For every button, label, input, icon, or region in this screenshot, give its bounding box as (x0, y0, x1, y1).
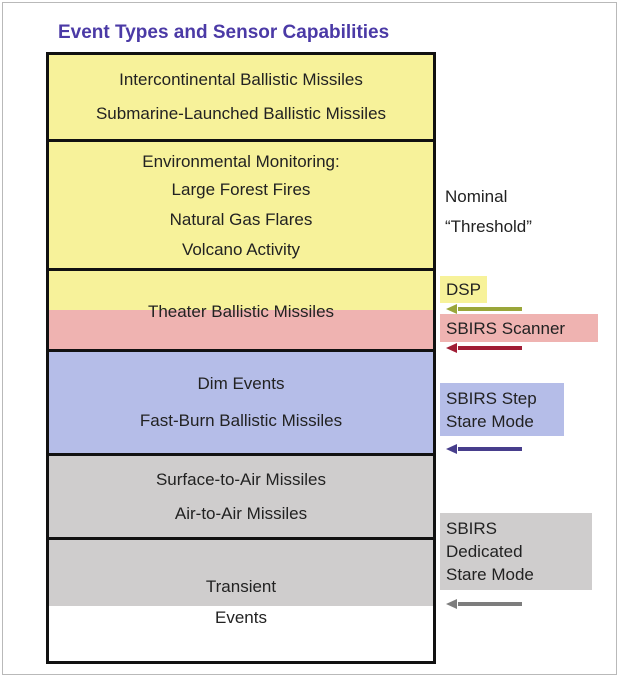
divider (49, 268, 433, 271)
diagram-title: Event Types and Sensor Capabilities (58, 22, 390, 43)
arrow-left-icon (446, 343, 522, 353)
arrow-left-icon (446, 304, 522, 314)
event-label: Dim Events (197, 374, 285, 393)
event-label: Surface-to-Air Missiles (155, 470, 327, 489)
event-label: Intercontinental Ballistic Missiles (119, 70, 363, 89)
divider (49, 537, 433, 540)
arrow-left-icon (446, 444, 522, 454)
event-label: Natural Gas Flares (169, 210, 313, 229)
event-label: Air-to-Air Missiles (174, 504, 308, 523)
sensor-label-dsp: DSP (440, 276, 487, 303)
event-label: Theater Ballistic Missiles (147, 302, 335, 321)
event-label: Fast-Burn Ballistic Missiles (139, 411, 343, 430)
divider (49, 139, 433, 142)
event-types-column (46, 52, 436, 664)
event-label: Events (215, 608, 267, 627)
event-label: Submarine-Launched Ballistic Missiles (95, 104, 387, 123)
threshold-label: Nominal “Threshold” (445, 187, 532, 236)
event-label: Transient (205, 577, 277, 596)
event-label: Environmental Monitoring: (142, 152, 340, 171)
divider (49, 349, 433, 352)
sensor-label-sbirs-scanner: SBIRS Scanner (440, 314, 598, 342)
arrow-left-icon (446, 599, 522, 609)
sensor-label-sbirs-dedicated-stare: SBIRS Dedicated Stare Mode (440, 513, 592, 590)
event-label: Large Forest Fires (171, 180, 311, 199)
band-blue (49, 351, 433, 456)
divider (49, 453, 433, 456)
sensor-label-sbirs-step-stare: SBIRS Step Stare Mode (440, 383, 564, 436)
event-label: Volcano Activity (181, 240, 301, 259)
